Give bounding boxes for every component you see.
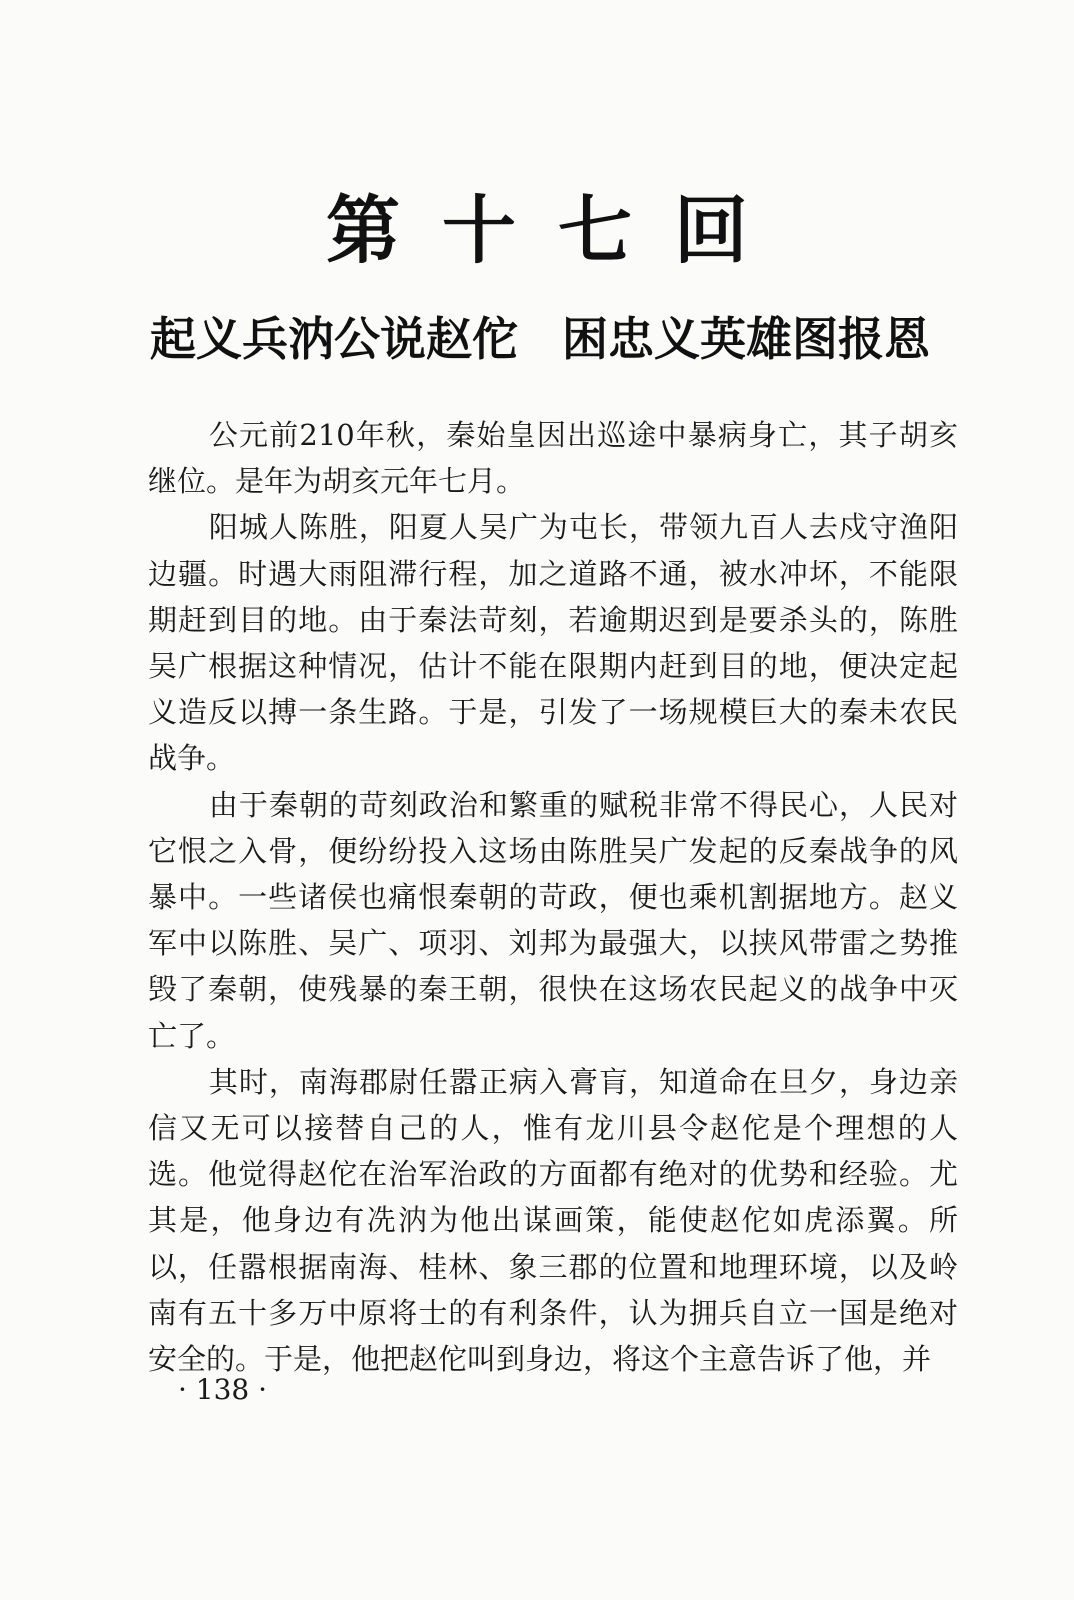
page-number: · 138 · [178,1373,268,1406]
paragraph-2: 阳城人陈胜，阳夏人吴广为屯长，带领九百人去戍守渔阳边疆。时遇大雨阻滞行程，加之道路不通，被水冲坏，不能限期赶到目的地。由于秦法苛刻，若逾期迟到是要杀头的，陈胜吴广根据这种情况，估计不能在限期内赶到目的地，便决定起义造反以搏一条生路。于是，引发了一场规模巨大的秦未农民战争。 [148,510,958,776]
chapter-title-part-2: 困忠义英雄图报恩 [562,312,930,366]
body-text [148,412,958,1382]
chapter-title-part-1: 起义兵汭公说赵佗 [150,312,518,366]
chapter-number: 第十七回 [326,188,790,274]
paragraph-3: 由于秦朝的苛刻政治和繁重的赋税非常不得民心，人民对它恨之入骨，便纷纷投入这场由陈胜吴广发起的反秦战争的风暴中。一些诸侯也痛恨秦朝的苛政，便也乘机割据地方。赵义军中以陈胜、吴广、项羽、刘邦为最强大，以挟风带雷之势推毁了秦朝，使残暴的秦王朝，很快在这场农民起义的战争中灭亡了。 [148,787,958,1053]
chapter-title [150,308,980,370]
paragraph-4: 其时，南海郡尉任嚣正病入膏肓，知道命在旦夕，身边亲信又无可以接替自己的人，惟有龙川县令赵佗是个理想的人选。他觉得赵佗在治军治政的方面都有绝对的优势和经验。尤其是，他身边有冼汭为他出谋画策，能使赵佗如虎添翼。所以，任嚣根据南海、桂林、象三郡的位置和地理环境，以及岭南有五十多万中原将士的有利条件，认为拥兵自立一国是绝对安全的。于是，他把赵佗叫到身边，将这个主意告诉了他，并 [148,1064,958,1377]
paragraph-1: 公元前210年秋，秦始皇因出巡途中暴病身亡，其子胡亥继位。是年为胡亥元年七月。 [148,418,958,499]
